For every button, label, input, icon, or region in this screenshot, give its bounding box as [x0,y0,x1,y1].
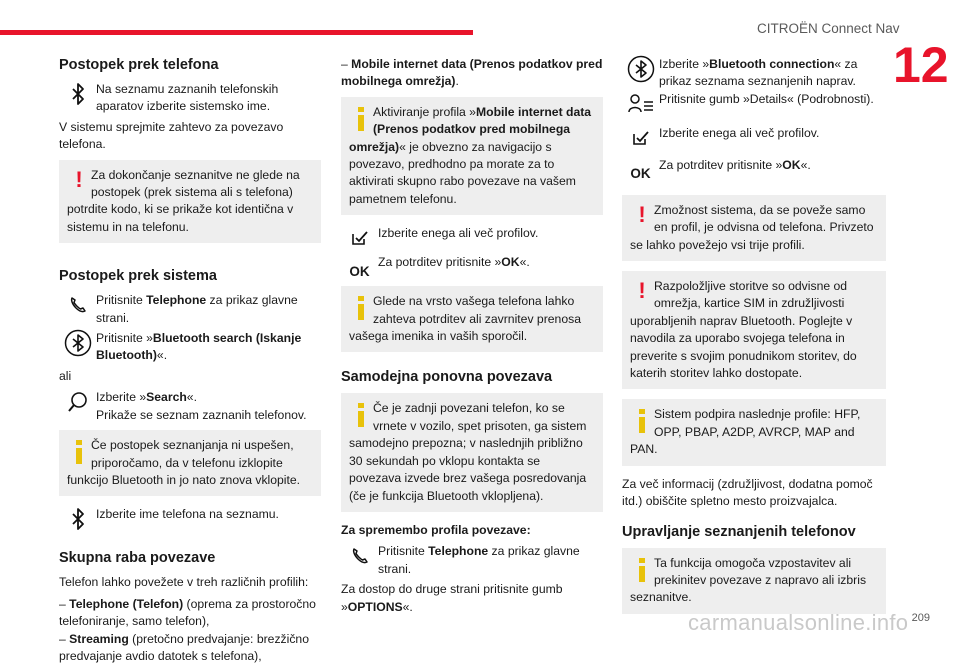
step-text: Za potrditev pritisnite » [659,157,783,172]
step-text: Izberite » [659,57,710,71]
bluetooth-search-icon [59,330,96,356]
column-right [622,56,886,624]
warning-note [622,271,886,389]
section-heading-system-procedure: Postopek prek sistema [59,268,217,285]
step-text: Na seznamu zaznanih telefonskih aparatov izberite sistemsko ime. [96,82,279,114]
step-text: Pritisnite » [96,331,153,346]
step-bold: Telephone [428,544,489,559]
bluetooth-icon [59,506,96,532]
step-select-system-name [59,81,321,116]
ok-icon: OK [630,166,651,182]
info-icon [349,293,373,327]
step-text: Za potrditev pritisnite » [378,255,502,270]
bluetooth-search-icon [622,56,659,82]
section-heading-manage-paired: Upravljanje seznanjenih telefonov [622,523,856,540]
step-text: Izberite enega ali več profilov. [659,125,820,140]
column-left [59,56,321,665]
step-bold: OK [782,157,801,172]
step-text: « za prikaz seznama seznanjenih naprav. [659,57,858,89]
details-list-icon [622,91,659,117]
step-select-profiles [341,225,603,251]
section-heading-auto-reconnect: Samodejna ponovna povezava [341,369,553,386]
list-bold: Telephone (Telefon) [69,596,184,611]
list-item [59,631,321,665]
list-text: . [455,74,459,89]
step-text: «. [156,348,168,363]
list-dash: – [59,596,70,611]
list-dash: – [59,631,70,646]
step-text: Izberite enega ali več profilov. [378,226,539,241]
step-text: «. [519,255,530,270]
paragraph [341,581,603,616]
paragraph-text: «. [402,599,413,614]
checkbox-icon [341,225,378,251]
info-icon [630,406,654,440]
paragraph: Telefon lahko povežete v treh različnih profilih: [59,575,309,590]
info-text: Če postopek seznanjanja ni uspešen, priporočamo, da v telefonu izklopite funkcijo Bluetooth in jo nato znova vklopite. [67,438,301,487]
step-confirm-ok [622,157,886,183]
bluetooth-icon [59,81,96,107]
or-label: ali [59,368,72,383]
paragraph-bold: OPTIONS [347,599,403,614]
info-note [622,399,886,465]
list-item [59,596,321,631]
info-text: « je obvezno za navigacijo s povezavo, predhodno pa morate za to aktivirati skupno rabo povezave na vašem pametnem telefonu. [349,139,576,206]
step-text: Izberite » [96,390,147,405]
step-select-profiles [622,125,886,151]
list-dash: – [341,57,352,71]
step-text: Izberite ime telefona na seznamu. [96,507,279,522]
step-text: «. [800,157,811,172]
step-press-telephone [341,543,603,578]
info-text: Če je zadnji povezani telefon, ko se vrnete v vozilo, spet prisoten, ga sistem samodejno prepozna; v naslednjih približno 30 sekundah po vklopu kontakta se povezava izvede brez vašega posredovanja (če je funkcija Bluetooth vklopljena). [349,401,587,503]
step-text: «. [186,390,197,405]
section-heading-phone-procedure: Postopek prek telefona [59,57,219,73]
warning-text: Razpoložljive storitve so odvisne od omrežja, kartice SIM in združljivosti uporabljenih naprav Bluetooth. Poglejte v navodila za uporabo svojega telefona in preverite s svojim ponudnikom storitev, do katerih storitev lahko dostopate. [630,279,857,381]
paragraph: Za več informacij (združljivost, dodatna pomoč itd.) obiščite spletno mesto proizvajalca. [622,476,873,509]
step-confirm-ok [341,254,603,280]
info-icon [349,400,373,434]
step-text: Pritisnite [378,544,429,559]
list-text: (oprema za prostoročno telefoniranje, samo telefon), [59,596,316,629]
info-note [341,97,603,215]
phone-handset-icon [59,292,96,318]
warning-icon: ! [638,278,646,304]
step-bold: Bluetooth connection [709,57,835,71]
list-text: (pretočno predvajanje: brezžično predvajanje avdio datotek s telefona), [59,631,309,663]
step-bluetooth-connection [622,56,886,91]
step-select-phone [59,506,321,532]
step-bold: Telephone [146,293,207,308]
header-title: CITROËN Connect Nav [757,21,900,36]
step-bold: OK [501,255,520,270]
page-number: 209 [911,612,930,624]
list-item [341,56,603,91]
ok-icon: OK [349,263,370,279]
phone-handset-icon [341,543,378,569]
paragraph-text: Za dostop do druge strani pritisnite gumb » [341,582,563,614]
watermark: carmanualsonline.info [688,610,909,635]
info-text: Ta funkcija omogoča vzpostavitev ali prekinitev povezave z napravo ali izbris seznanitve. [630,555,867,605]
warning-icon: ! [638,201,646,227]
info-text: Sistem podpira naslednje profile: HFP, OPP, PBAP, A2DP, AVRCP, MAP and PAN. [630,407,861,457]
warning-note [59,160,321,244]
chapter-number: 12 [893,37,949,93]
step-text: za prikaz glavne strani. [96,293,298,325]
info-icon [349,104,373,138]
step-details [622,91,886,117]
list-bold: Streaming [69,631,129,646]
step-press-telephone [59,292,321,327]
info-note [341,286,603,352]
section-heading-connection-sharing: Skupna raba povezave [59,550,216,567]
info-bold: Mobile internet data (Prenos podatkov pred mobilnega omrežja) [349,104,592,154]
step-text: za prikaz glavne strani. [378,544,580,576]
step-text: Pritisnite [96,293,147,308]
subheading-text: Za spremembo profila povezave: [341,522,531,537]
step-bold: Bluetooth search (Iskanje Bluetooth) [96,331,302,363]
search-icon [59,389,96,415]
info-text: Aktiviranje profila » [373,104,476,119]
info-icon [67,437,91,471]
info-text: Glede na vrsto vašega telefona lahko zahteva potrditev ali zavrnitev prenosa vašega imenika in vaših sporočil. [349,294,581,344]
warning-text: Za dokončanje seznanitve ne glede na postopek (prek sistema ali s telefona) potrdite kodo, ki se prikaže kot identična v sistemu in na telefonu. [67,167,300,234]
subheading-change-profile [341,522,603,539]
info-note [59,430,321,496]
info-note [622,548,886,614]
column-middle [341,56,603,620]
step-bluetooth-search [59,330,321,365]
header-accent-bar [0,30,473,35]
warning-icon: ! [75,166,83,192]
list-bold: Mobile internet data (Prenos podatkov pred mobilnega omrežja) [341,57,603,89]
warning-text: Zmožnost sistema, da se poveže samo en profil, je odvisna od telefona. Privzeto se lahko povežejo vsi trije profili. [630,202,874,252]
step-search [59,389,321,424]
checkbox-icon [622,125,659,151]
warning-note [622,195,886,261]
info-note [341,393,603,511]
step-bold: Search [146,390,187,405]
paragraph: V sistemu sprejmite zahtevo za povezavo telefona. [59,119,284,152]
info-icon [630,555,654,589]
step-text: Prikaže se seznam zaznanih telefonov. [96,407,307,422]
step-text: Pritisnite gumb »Details« (Podrobnosti). [659,91,874,106]
